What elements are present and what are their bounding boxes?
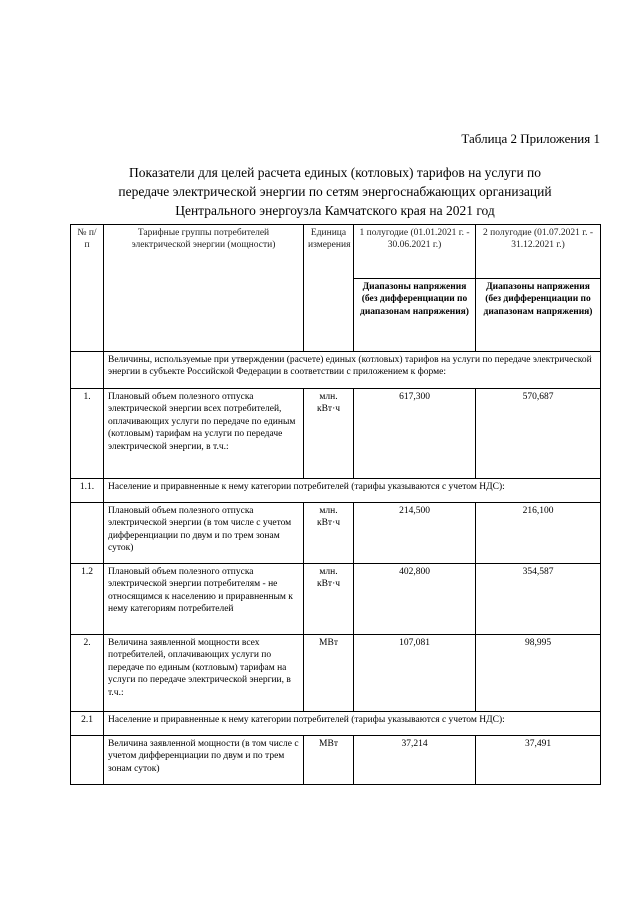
title-line: передаче электрической энергии по сетям энергоснабжающих организаций <box>118 184 552 199</box>
row-group-text: Население и приравненные к нему категории потребителей (тарифы указываются с учетом НДС): <box>104 479 601 503</box>
row-unit: млн. кВт·ч <box>304 389 354 479</box>
table-row <box>71 503 601 564</box>
row-name: Величина заявленной мощности (в том числе с учетом дифференциации по двум и по трем зонам суток) <box>104 736 304 785</box>
header-num: № п/п <box>71 225 104 352</box>
section-text: Величины, используемые при утверждении (расчете) единых (котловых) тарифов на услуги по передаче электрической энергии в субъекте Российской Федерации в соответствии с приложением к форме: <box>104 352 601 389</box>
table-row <box>71 736 601 785</box>
appendix-label: Таблица 2 Приложения 1 <box>461 131 600 146</box>
header-range-2: Диапазоны напряжения (без дифференциации по диапазонам напряжения) <box>476 279 601 352</box>
row-value-h1: 37,214 <box>354 736 476 785</box>
row-num: 2. <box>71 635 104 712</box>
row-value-h2: 570,687 <box>476 389 601 479</box>
row-value-h2: 37,491 <box>476 736 601 785</box>
header-half2: 2 полугодие (01.07.2021 г. - 31.12.2021 г.) <box>476 225 601 279</box>
row-name: Величина заявленной мощности всех потребителей, оплачивающих услуги по передаче по единым (котловым) тарифам на услуги по передаче электрической энергии, в т.ч.: <box>104 635 304 712</box>
row-value-h2: 98,995 <box>476 635 601 712</box>
row-unit: МВт <box>304 736 354 785</box>
row-num <box>71 503 104 564</box>
header-half1: 1 полугодие (01.01.2021 г. - 30.06.2021 г.) <box>354 225 476 279</box>
row-value-h1: 617,300 <box>354 389 476 479</box>
row-name: Плановый объем полезного отпуска электрической энергии (в том числе с учетом дифференциации по двум и по трем зонам суток) <box>104 503 304 564</box>
table-row <box>71 635 601 712</box>
header-unit: Единица измерения <box>304 225 354 352</box>
row-value-h1: 107,081 <box>354 635 476 712</box>
row-group-text: Население и приравненные к нему категории потребителей (тарифы указываются с учетом НДС): <box>104 712 601 736</box>
row-num: 1. <box>71 389 104 479</box>
table-row <box>71 564 601 635</box>
header-range-1: Диапазоны напряжения (без дифференциации по диапазонам напряжения) <box>354 279 476 352</box>
title-line: Показатели для целей расчета единых (котловых) тарифов на услуги по <box>128 165 542 180</box>
table-row <box>71 389 601 479</box>
row-value-h1: 214,500 <box>354 503 476 564</box>
header-group: Тарифные группы потребителей электрической энергии (мощности) <box>104 225 304 352</box>
table-row-group <box>71 479 601 503</box>
row-value-h1: 402,800 <box>354 564 476 635</box>
row-value-h2: 216,100 <box>476 503 601 564</box>
table-row-group <box>71 712 601 736</box>
row-num: 2.1 <box>71 712 104 736</box>
row-unit: МВт <box>304 635 354 712</box>
table-header-row <box>71 225 601 279</box>
row-num <box>71 736 104 785</box>
row-unit: млн. кВт·ч <box>304 564 354 635</box>
row-name: Плановый объем полезного отпуска электрической энергии потребителям - не относящимся к населению и приравненным к нему категориям потребителей <box>104 564 304 635</box>
section-num-cell <box>71 352 104 389</box>
row-num: 1.2 <box>71 564 104 635</box>
title-line: Центрального энергоузла Камчатского края на 2021 год <box>175 203 495 218</box>
section-row <box>71 352 601 389</box>
row-name: Плановый объем полезного отпуска электрической энергии всех потребителей, оплачивающих услуги по передаче по единым (котловым) тарифам на услуги по передаче электрической энергии, в т.ч.: <box>104 389 304 479</box>
row-value-h2: 354,587 <box>476 564 601 635</box>
document-title <box>70 163 600 220</box>
row-num: 1.1. <box>71 479 104 503</box>
row-unit: млн. кВт·ч <box>304 503 354 564</box>
tariff-table <box>70 224 601 785</box>
